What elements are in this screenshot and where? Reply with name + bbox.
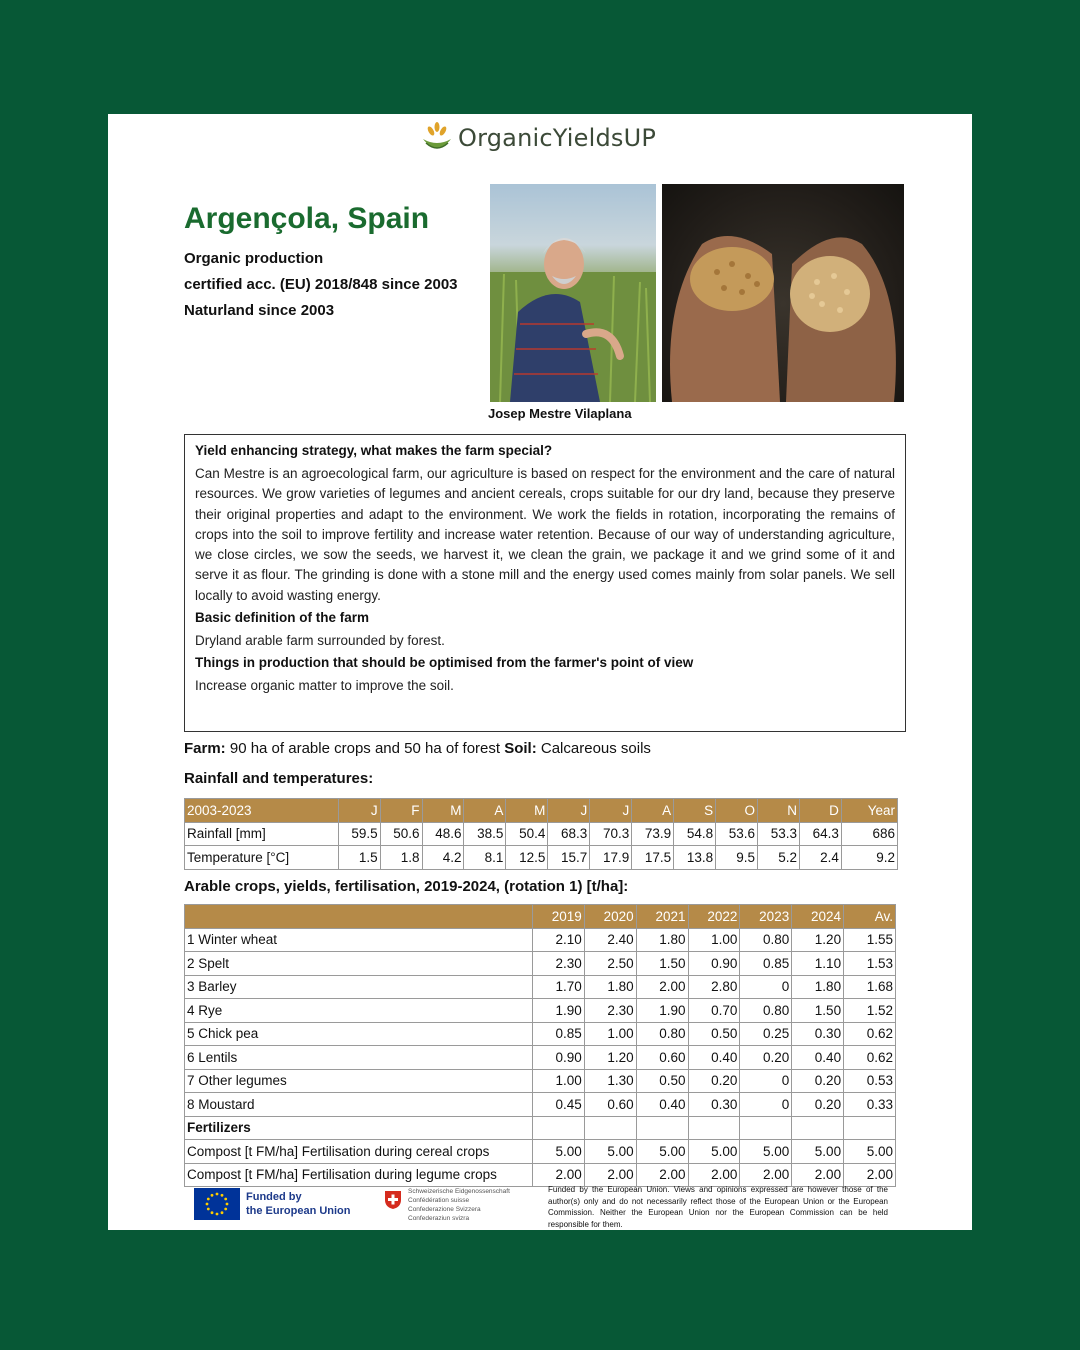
crop-row [185,1069,896,1093]
crop-value-cell: 0.20 [740,1046,792,1070]
crop-value-cell: 0.80 [740,999,792,1023]
climate-header-cell: A [464,799,506,823]
crop-value-cell: 0.80 [636,1022,688,1046]
crop-value-cell: 2.50 [584,952,636,976]
crop-value-cell: 0.85 [532,1022,584,1046]
crop-value-cell: 0 [740,975,792,999]
climate-value-cell: 53.3 [758,822,800,846]
crop-value-cell: 2.40 [584,928,636,952]
fertilizer-value-cell: 2.00 [636,1163,688,1187]
organic-production-line: Organic production [184,250,324,267]
crop-row [185,928,896,952]
climate-value-cell: 8.1 [464,846,506,870]
farmer-photo [490,184,656,402]
fertilizer-value-cell: 5.00 [584,1140,636,1164]
climate-value-cell: 48.6 [422,822,464,846]
climate-value-cell: 73.9 [632,822,674,846]
ch-line-3: Confederazione Svizzera [408,1206,481,1213]
crop-value-cell: 0.85 [740,952,792,976]
climate-header-cell: N [758,799,800,823]
climate-header-cell: A [632,799,674,823]
fertilizer-row [185,1163,896,1187]
fertilizers-label: Fertilizers [185,1116,533,1140]
wheat-logo-icon [420,121,454,155]
fertilizer-value-cell: 5.00 [636,1140,688,1164]
crop-row-label: 3 Barley [185,975,533,999]
crop-value-cell: 0.50 [688,1022,740,1046]
climate-value-cell: 70.3 [590,822,632,846]
climate-header-cell: S [674,799,716,823]
empty-cell [740,1116,792,1140]
climate-value-cell: 64.3 [799,822,841,846]
crop-value-cell: 1.10 [792,952,844,976]
farmer-in-field-illustration [490,184,656,402]
farm-value: 90 ha of arable crops and 50 ha of forest [225,740,505,757]
climate-title: Rainfall and temperatures: [184,770,374,787]
climate-value-cell: 2.4 [799,846,841,870]
crop-value-cell: 1.70 [532,975,584,999]
crop-value-cell: 1.30 [584,1069,636,1093]
eu-flag-icon [194,1188,240,1220]
crop-value-cell: 0.62 [844,1022,896,1046]
crops-header-cell: 2022 [688,905,740,929]
climate-value-cell: 13.8 [674,846,716,870]
strategy-heading: Yield enhancing strategy, what makes the farm special? [195,443,553,458]
crop-value-cell: 1.00 [688,928,740,952]
crops-title: Arable crops, yields, fertilisation, 2019-2024, (rotation 1) [t/ha]: [184,878,629,895]
ch-line-4: Confederaziun svizra [408,1215,470,1222]
fertilizer-row-label: Compost [t FM/ha] Fertilisation during legume crops [185,1163,533,1187]
crop-value-cell: 1.80 [636,928,688,952]
crop-value-cell: 1.55 [844,928,896,952]
crops-header-row [185,905,896,929]
footer [108,1184,972,1230]
crop-value-cell: 0.20 [792,1069,844,1093]
climate-value-cell: 17.9 [590,846,632,870]
fertilizer-value-cell: 5.00 [792,1140,844,1164]
farm-description-box [184,434,906,732]
climate-row [185,846,898,870]
logo [420,120,656,156]
page-title: Argençola, Spain [184,202,430,235]
crops-header-cell: 2020 [584,905,636,929]
ch-line-2: Confédération suisse [408,1197,470,1204]
climate-value-cell: 68.3 [548,822,590,846]
crop-row-label: 6 Lentils [185,1046,533,1070]
photo-caption: Josep Mestre Vilaplana [488,406,632,421]
climate-value-cell: 59.5 [338,822,380,846]
crop-value-cell: 0.90 [532,1046,584,1070]
climate-row-label: Rainfall [mm] [185,822,339,846]
fact-sheet-page [108,114,972,1230]
climate-value-cell: 12.5 [506,846,548,870]
climate-header-cell: M [422,799,464,823]
crop-value-cell: 1.20 [584,1046,636,1070]
crop-row [185,1046,896,1070]
crop-value-cell: 2.30 [584,999,636,1023]
climate-table [184,798,898,870]
climate-value-cell: 1.8 [380,846,422,870]
fertilizer-value-cell: 5.00 [844,1140,896,1164]
crop-row-label: 1 Winter wheat [185,928,533,952]
crop-value-cell: 1.90 [532,999,584,1023]
crop-value-cell: 0.30 [792,1022,844,1046]
optimisation-text: Increase organic matter to improve the soil. [195,678,454,694]
crop-value-cell: 0.80 [740,928,792,952]
strategy-text: Can Mestre is an agroecological farm, our agriculture is based on respect for the environment and the care of natural resources. We grow varieties of legumes and ancient cereals, crops suitable for our dry land, because they preserve their original properties and adapt to the environment. We work the fields in rotation, incorporating the remains of crops into the soil to improve fertility and increase water retention. Because of our way of understanding agriculture, we close circles, we sow the seeds, we harvest it, we clean the grain, we package it and we grind some of it and serve it as flour. The grinding is done with a stone mill and the energy used comes mainly from solar panels. We sell locally to avoid wasting energy. [195,466,895,603]
climate-header-cell: J [338,799,380,823]
crop-value-cell: 1.90 [636,999,688,1023]
farm-label: Farm: [184,740,226,757]
certification-line: certified acc. (EU) 2018/848 since 2003 [184,276,458,293]
intro-block [184,248,476,326]
climate-value-cell: 5.2 [758,846,800,870]
climate-value-cell: 4.2 [422,846,464,870]
crop-value-cell: 0.40 [792,1046,844,1070]
optimisation-heading: Things in production that should be optimised from the farmer's point of view [195,655,694,671]
climate-value-cell: 686 [841,822,897,846]
crop-value-cell: 0.20 [792,1093,844,1117]
climate-value-cell: 1.5 [338,846,380,870]
eu-line-2: the European Union [246,1205,351,1217]
fertilizer-value-cell: 5.00 [740,1140,792,1164]
crop-row-label: 5 Chick pea [185,1022,533,1046]
crops-header-cell: 2021 [636,905,688,929]
eu-line-1: Funded by [246,1191,302,1203]
empty-cell [584,1116,636,1140]
climate-header-cell: Year [841,799,897,823]
crop-row [185,1022,896,1046]
climate-row-label: Temperature [°C] [185,846,339,870]
climate-header-cell: M [506,799,548,823]
logo-text: OrganicYieldsUP [458,124,657,152]
crop-value-cell: 1.00 [584,1022,636,1046]
swiss-shield-icon [384,1190,402,1210]
crop-value-cell: 0 [740,1093,792,1117]
fertilizer-row-label: Compost [t FM/ha] Fertilisation during cereal crops [185,1140,533,1164]
climate-header-cell: F [380,799,422,823]
climate-header-row [185,799,898,823]
crop-value-cell: 2.30 [532,952,584,976]
definition-text: Dryland arable farm surrounded by forest. [195,633,445,649]
crop-value-cell: 1.50 [636,952,688,976]
climate-header-cell: D [799,799,841,823]
soil-value: Calcareous soils [536,740,651,757]
crop-value-cell: 1.20 [792,928,844,952]
fertilizer-value-cell: 5.00 [688,1140,740,1164]
climate-value-cell: 17.5 [632,846,674,870]
climate-header-cell: J [590,799,632,823]
crop-value-cell: 0.25 [740,1022,792,1046]
fertilizer-row [185,1140,896,1164]
climate-value-cell: 38.5 [464,822,506,846]
crop-value-cell: 1.68 [844,975,896,999]
crop-value-cell: 1.00 [532,1069,584,1093]
crop-value-cell: 0.33 [844,1093,896,1117]
crop-value-cell: 0.90 [688,952,740,976]
climate-value-cell: 9.5 [716,846,758,870]
crop-row-label: 2 Spelt [185,952,533,976]
climate-value-cell: 53.6 [716,822,758,846]
crop-row-label: 4 Rye [185,999,533,1023]
climate-value-cell: 15.7 [548,846,590,870]
crops-header-cell: 2024 [792,905,844,929]
empty-cell [636,1116,688,1140]
crops-header-cell: 2023 [740,905,792,929]
crop-value-cell: 0.30 [688,1093,740,1117]
eu-funding-text [246,1190,351,1218]
crop-value-cell: 2.80 [688,975,740,999]
climate-value-cell: 54.8 [674,822,716,846]
naturland-line: Naturland since 2003 [184,302,335,319]
crop-value-cell: 0.60 [584,1093,636,1117]
crop-value-cell: 0.40 [688,1046,740,1070]
fertilizers-label-row [185,1116,896,1140]
crops-header-cell: 2019 [532,905,584,929]
hands-holding-grain-illustration [662,184,904,402]
crops-yield-table [184,904,896,1187]
crops-header-cell [185,905,533,929]
crop-row [185,1093,896,1117]
crops-header-cell: Av. [844,905,896,929]
soil-label: Soil: [504,740,537,757]
crop-row [185,952,896,976]
climate-header-cell: O [716,799,758,823]
crop-value-cell: 1.80 [584,975,636,999]
empty-cell [844,1116,896,1140]
crop-value-cell: 0.53 [844,1069,896,1093]
fertilizer-value-cell: 2.00 [532,1163,584,1187]
crop-value-cell: 0.20 [688,1069,740,1093]
crop-value-cell: 2.00 [636,975,688,999]
ch-line-1: Schweizerische Eidgenossenschaft [408,1188,510,1195]
crop-row [185,999,896,1023]
crop-value-cell: 0.62 [844,1046,896,1070]
grain-hands-photo [662,184,904,402]
fertilizer-value-cell: 5.00 [532,1140,584,1164]
crop-value-cell: 2.10 [532,928,584,952]
crop-row-label: 8 Moustard [185,1093,533,1117]
empty-cell [792,1116,844,1140]
fertilizer-value-cell: 2.00 [844,1163,896,1187]
crop-value-cell: 1.53 [844,952,896,976]
climate-header-cell: J [548,799,590,823]
climate-header-cell: 2003-2023 [185,799,339,823]
crop-value-cell: 1.80 [792,975,844,999]
definition-heading: Basic definition of the farm [195,610,370,626]
farm-summary [184,740,651,757]
crop-value-cell: 0.40 [636,1093,688,1117]
empty-cell [688,1116,740,1140]
fertilizer-value-cell: 2.00 [584,1163,636,1187]
climate-value-cell: 50.6 [380,822,422,846]
swiss-confederation-text [408,1187,510,1223]
fertilizer-value-cell: 2.00 [740,1163,792,1187]
crop-row [185,975,896,999]
empty-cell [532,1116,584,1140]
crop-value-cell: 0.60 [636,1046,688,1070]
crop-value-cell: 0 [740,1069,792,1093]
crop-value-cell: 0.45 [532,1093,584,1117]
climate-row [185,822,898,846]
crop-value-cell: 0.70 [688,999,740,1023]
fertilizer-value-cell: 2.00 [792,1163,844,1187]
climate-value-cell: 50.4 [506,822,548,846]
eu-disclaimer: Funded by the European Union. Views and opinions expressed are however those of the author(s) only and do not necessarily reflect those of the European Union or the European Commission. Neither the European Union nor the European Commission can be held responsible for them. [548,1185,888,1229]
climate-value-cell: 9.2 [841,846,897,870]
crop-value-cell: 1.50 [792,999,844,1023]
crop-value-cell: 1.52 [844,999,896,1023]
fertilizer-value-cell: 2.00 [688,1163,740,1187]
crop-row-label: 7 Other legumes [185,1069,533,1093]
crop-value-cell: 0.50 [636,1069,688,1093]
